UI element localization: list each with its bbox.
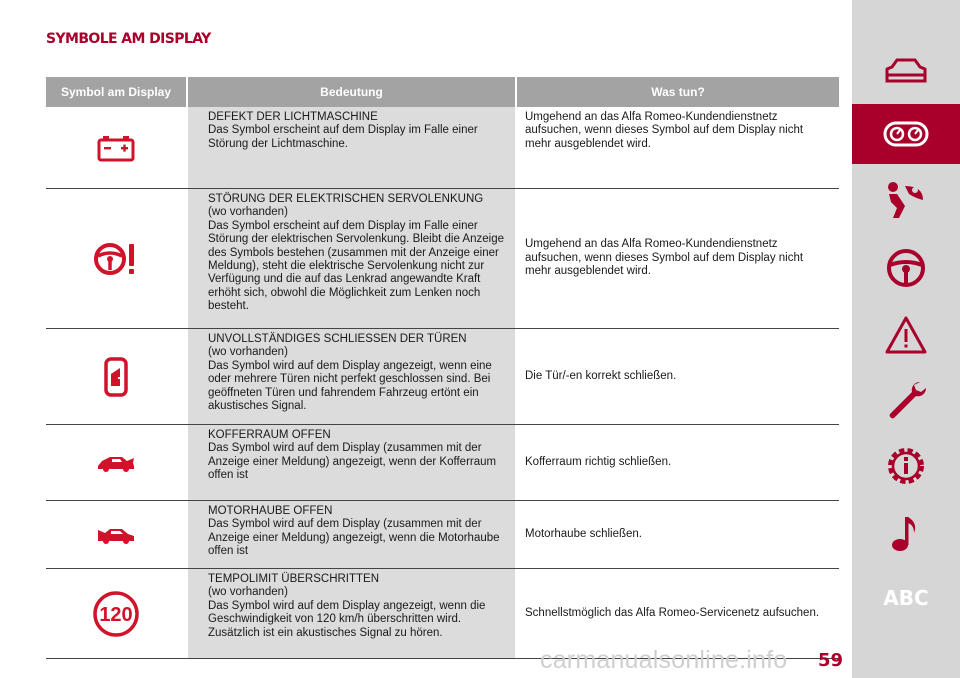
sidebar-item-driving[interactable]: [852, 238, 960, 298]
page-title: SYMBOLE AM DISPLAY: [46, 31, 211, 47]
table-row: [46, 107, 839, 189]
action-text: Umgehend an das Alfa Romeo-Kundendienstnetz aufsuchen, wenn dieses Symbol auf dem Display nicht mehr ausgeblendet wird.: [525, 238, 804, 278]
symbol-cell: [46, 425, 186, 500]
sidebar-item-safety[interactable]: [852, 170, 960, 230]
table-row: [46, 425, 839, 501]
action-cell: [517, 107, 839, 188]
meaning-body: (wo vorhanden) Das Symbol wird auf dem Display angezeigt, wenn die Geschwindigkeit von 120 km/h überschritten wird. Zusätzlich ist ein akustisches Signal zu hören.: [208, 586, 486, 639]
sidebar-item-technical-data[interactable]: [852, 436, 960, 496]
steering-wheel-warning-icon: [92, 239, 140, 279]
info-gear-icon: [884, 444, 928, 488]
sidebar-item-index[interactable]: [852, 568, 960, 628]
meaning-title: KOFFERRAUM OFFEN: [208, 429, 331, 441]
door-open-icon: [102, 356, 130, 398]
meaning-cell: [188, 329, 515, 424]
meaning-body: (wo vorhanden) Das Symbol erscheint auf dem Display im Falle einer Störung der elektrischen Servolenkung. Bleibt die Anzeige des Symbols bestehen (zusammen mit der Anzeige einer Meldung), steht die elektrische Servolenkung nicht zur Verfügung und die auf das Lenkrad angewandte Kraft erhöht sich, obwohl die Möglichkeit zum Lenken noch besteht.: [208, 206, 504, 313]
meaning-cell: [188, 189, 515, 328]
symbol-cell: [46, 569, 186, 658]
action-text: Kofferraum richtig schließen.: [525, 455, 672, 468]
header-meaning: Bedeutung: [188, 77, 515, 107]
page-number: 59: [818, 650, 844, 671]
meaning-cell: [188, 569, 515, 658]
table-header: [46, 77, 839, 107]
meaning-body: Das Symbol erscheint auf dem Display im Falle einer Störung der Lichtmaschine.: [208, 124, 478, 150]
header-action: Was tun?: [517, 77, 839, 107]
dashboard-gauges-icon: [883, 119, 929, 149]
airbag-seat-icon: [883, 180, 929, 220]
speed-limit-icon: [92, 590, 140, 638]
meaning-body: Das Symbol wird auf dem Display (zusammen mit der Anzeige einer Meldung) angezeigt, wenn der Kofferraum offen ist: [208, 442, 497, 482]
table-row: [46, 189, 839, 329]
action-cell: [517, 189, 839, 328]
hood-open-icon: [96, 524, 136, 546]
meaning-title: DEFEKT DER LICHTMASCHINE: [208, 111, 378, 123]
meaning-title: MOTORHAUBE OFFEN: [208, 505, 333, 517]
meaning-cell: [188, 425, 515, 500]
sidebar-item-multimedia[interactable]: [852, 503, 960, 563]
trunk-open-icon: [96, 452, 136, 474]
action-cell: [517, 425, 839, 500]
meaning-cell: [188, 107, 515, 188]
symbol-cell: [46, 501, 186, 568]
symbol-cell: [46, 329, 186, 424]
action-text: Die Tür/-en korrekt schließen.: [525, 369, 677, 382]
symbol-cell: [46, 107, 186, 188]
abc-icon: ABC: [883, 586, 929, 610]
meaning-body: (wo vorhanden) Das Symbol wird auf dem Display angezeigt, wenn eine oder mehrere Türen nicht perfekt geschlossen sind. Bei geöffneten Türen und fahrendem Fahrzeug ertönt ein akustisches Signal.: [208, 346, 492, 413]
warning-triangle-icon: [884, 315, 928, 355]
action-cell: [517, 329, 839, 424]
action-text: Umgehend an das Alfa Romeo-Kundendienstnetz aufsuchen, wenn dieses Symbol auf dem Display nicht mehr ausgeblendet wird.: [525, 111, 804, 150]
meaning-cell: [188, 501, 515, 568]
symbols-table: [46, 77, 839, 659]
sidebar-item-emergency[interactable]: [852, 305, 960, 365]
steering-wheel-icon: [885, 247, 927, 289]
car-icon: [883, 55, 929, 85]
action-text: Motorhaube schließen.: [525, 527, 642, 540]
action-cell: [517, 501, 839, 568]
meaning-title: TEMPOLIMIT ÜBERSCHRITTEN: [208, 573, 380, 585]
meaning-title: UNVOLLSTÄNDIGES SCHLIESSEN DER TÜREN: [208, 333, 467, 345]
action-cell: [517, 569, 839, 658]
speed-limit-value: 120: [99, 603, 133, 626]
sidebar-item-maintenance[interactable]: [852, 370, 960, 430]
action-text: Schnellstmöglich das Alfa Romeo-Servicenetz aufsuchen.: [525, 606, 820, 619]
table-row: [46, 329, 839, 425]
table-row: [46, 501, 839, 569]
meaning-body: Das Symbol wird auf dem Display (zusammen mit der Anzeige einer Meldung) angezeigt, wenn die Motorhaube offen ist: [208, 518, 500, 558]
wrench-icon: [884, 378, 928, 422]
meaning-title: STÖRUNG DER ELEKTRISCHEN SERVOLENKUNG: [208, 193, 484, 205]
symbol-cell: [46, 189, 186, 328]
music-note-icon: [888, 511, 924, 555]
sidebar-item-car[interactable]: [852, 40, 960, 100]
header-symbol: Symbol am Display: [46, 77, 186, 107]
chapter-sidebar: [852, 0, 960, 678]
sidebar-item-dashboard[interactable]: [852, 104, 960, 164]
battery-warning-icon: [96, 133, 136, 163]
watermark: carmanualsonline.info: [540, 646, 788, 674]
